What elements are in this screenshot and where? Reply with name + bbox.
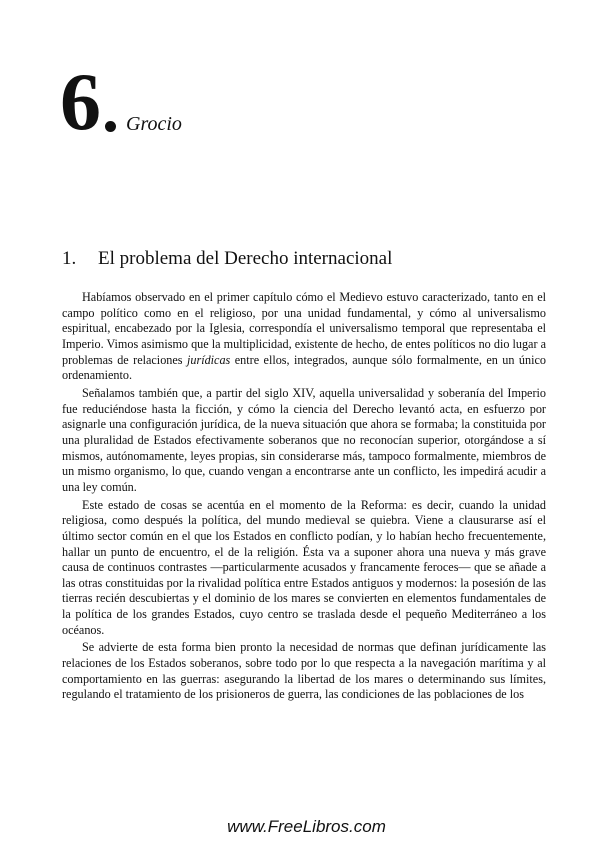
paragraph-1-text: Habíamos observado en el primer capítulo cómo el Medievo estuvo caracterizado, tanto en el campo político como en el religioso, por una unidad fundamental, y cómo al universalismo espiritual, encabezado por la Iglesia, correspondía el universalismo temporal que representaba el Imperio. Vimos asimismo que la multiplicidad, existente de hecho, de entes políticos no dio lugar a problemas de relaciones (62, 290, 546, 367)
body-text (62, 290, 546, 703)
chapter-header (60, 52, 182, 147)
chapter-number: 6 (60, 56, 99, 147)
footer-watermark: www.FreeLibros.com (227, 817, 386, 836)
paragraph-4 (62, 640, 546, 703)
section-heading (62, 248, 392, 270)
paragraph-1-text-end: entre ellos, integrados, aunque sólo formalmente, en un único ordenamiento. (62, 352, 547, 383)
section-title: El problema del Derecho internacional (98, 248, 393, 269)
paragraph-1-emphasis: jurídicas (186, 352, 231, 367)
chapter-bullet (105, 121, 116, 132)
paragraph-2 (62, 386, 546, 496)
paragraph-3 (62, 498, 546, 639)
paragraph-4-text: Se advierte de esta forma bien pronto la necesidad de normas que definan jurídicamente las relaciones de los Estados soberanos, sobre todo por lo que respecta a la navegación marítima y al comportamiento en las guerras: asegurando la libertad de los mares o determinando sus límites, regulando el tratamiento de los prisioneros de guerra, las condiciones de las poblaciones de los (62, 640, 546, 702)
paragraph-3-text: Este estado de cosas se acentúa en el momento de la Reforma: es decir, cuando la unidad religiosa, como después la política, del mundo medieval se quiebra. Viene a clausurarse así el último sector común en el que los Estados en conflicto podían, y lo habían hecho frecuentemente, hallar un punto de encuentro, el de la religión. Ésta va a suponer ahora una nueva y más grave causa de continuos contrastes —particularmente acusados y francamente feroces— que se añade a las otras constituidas por la rivalidad política entre Estados antiguos y modernos: la posesión de las tierras recién descubiertas y el dominio de los mares se convierten en elementos fundamentales de la política de los grandes Estados, cuyo centro se traslada desde el pequeño Mediterráneo a los océanos. (62, 497, 546, 637)
section-number: 1. (62, 248, 77, 269)
paragraph-1 (62, 290, 546, 384)
paragraph-2-text: Señalamos también que, a partir del siglo XIV, aquella universalidad y soberanía del Imperio fue reduciéndose hasta la ficción, y cómo la ciencia del Derecho levantó acta, en esfuerzo por asignarle una configuración jurídica, de la nueva situación que ahora se formaba; la constituida por una pluralidad de Estados efectivamente soberanos que no reconocían superior, otorgándose a sí mismos, autónomamente, leyes propias, sin considerarse más, tampoco formalmente, miembros de un mismo organismo, lo que, cuando vengan a encontrarse ante un conflicto, les impedirá acudir a una ley común. (62, 385, 546, 494)
chapter-title: Grocio (126, 113, 182, 135)
